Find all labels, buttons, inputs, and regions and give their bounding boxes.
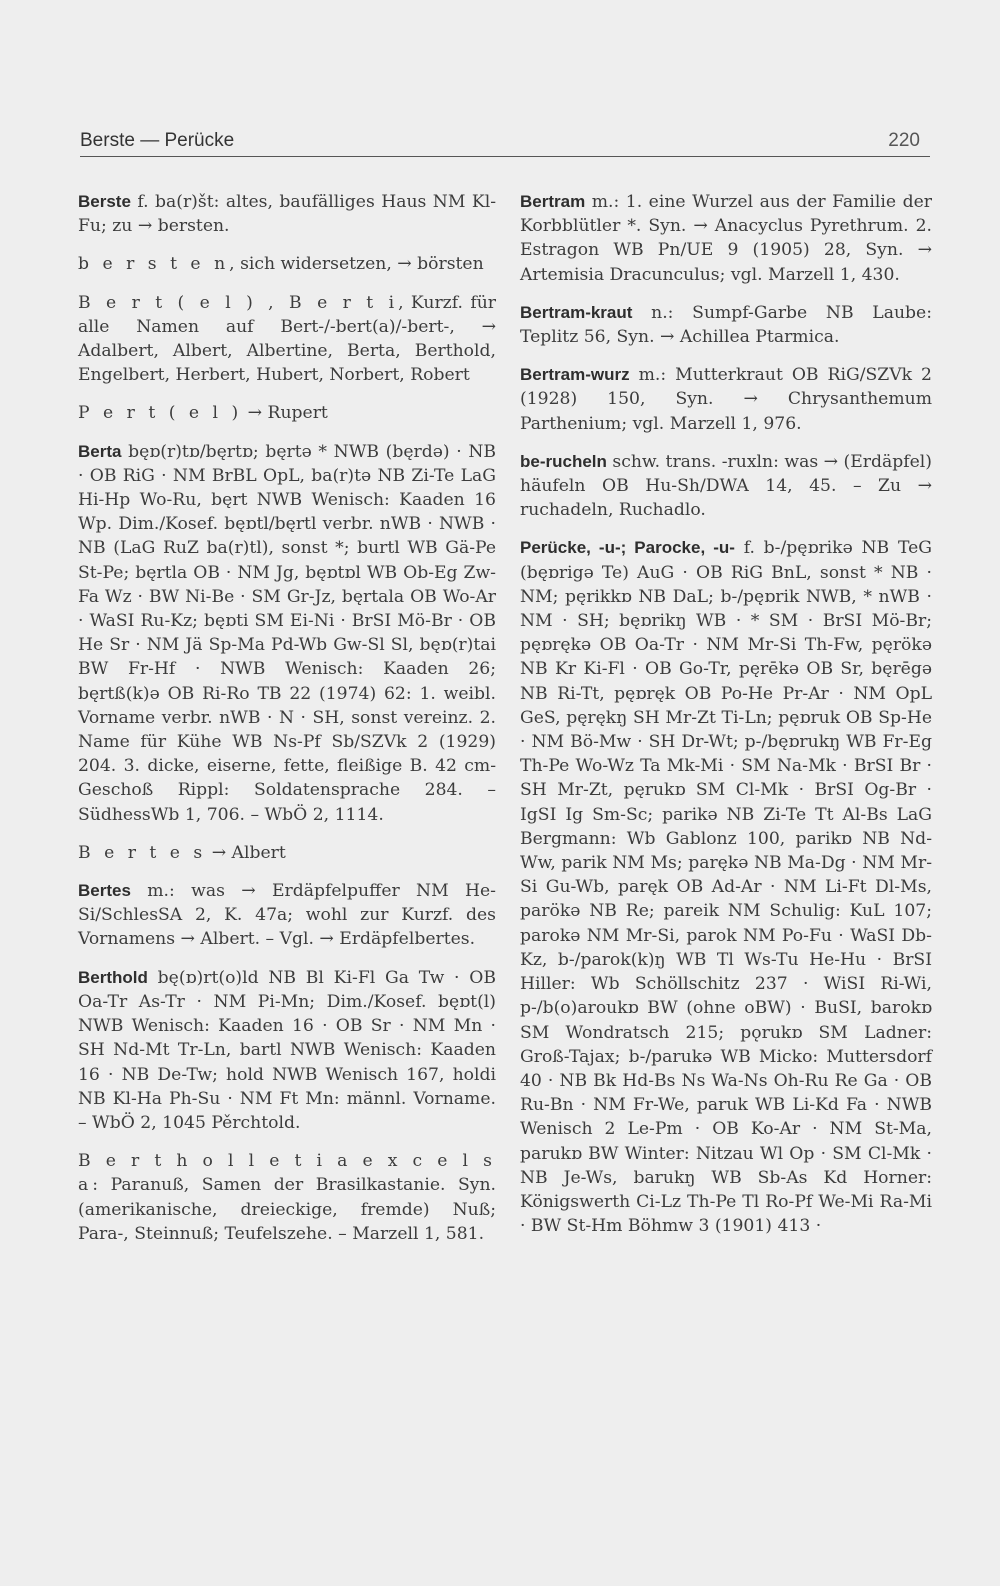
entry-berste (78, 190, 496, 238)
entry-bert (78, 291, 496, 388)
entry-berta (78, 440, 496, 827)
lemma: Berthold (78, 967, 148, 987)
entry-text: n.: Sumpf-Garbe NB Laube: Teplitz 56, Syn. → Achillea Ptarmica. (520, 302, 932, 348)
entry-bertram-kraut (520, 301, 932, 349)
entry-berthold (78, 966, 496, 1135)
entry-text: f. ba(r)št: altes, baufälliges Haus NM Kl-Fu; zu → bersten. (78, 192, 496, 237)
entry-text: , Kurzf. für alle Namen auf Bert-/-bert(a)/-bert-, → Adalbert, Albert, Albertine, Berta, Berthold, Engelbert, Herbert, Hubert, Norbert, Robert (78, 292, 496, 386)
lemma: B e r t h o l l e t i a e x c e l s a (78, 1151, 496, 1196)
entry-text: f. b-/pęɒrikə NB TeG (bęɒrigə Te) AuG · OB RiG BnL, sonst * NB · NM; pęrikkɒ NB DaL; b-/pęɒrik NWB, * nWB · NM · SH; bęɒrikŋ WB · * SM · BrSI Mö-Br; pęɒrękə OB Oa-Tr · NM Mr-Si Th-Fw, pęrökə NB Kr Ki-Fl · OB Go-Tr, pęrēkə OB Sr, bęrēgə NB Ri-Tt, pęɒręk OB Po-He Pr-Ar · NM OpL GeS, pęrękŋ SH Mr-Zt Ti-Ln; pęɒruk OB Sp-He · NM Bö-Mw · SH Dr-Wt; p-/bęɒrukŋ WB Fr-Eg Th-Pe Wo-Wz Ta Mk-Mi · SM Na-Mk · BrSI Br · SH Mr-Zt, pęrukɒ SM Cl-Mk · BrSI Og-Br · IgSI Ig Sm-Sc; parikə NB Zi-Te Tt Al-Bs LaG Bergmann: Wb Gablonz 100, parikɒ NB Nd-Ww, parik NM Ms; parękə NB Ma-Dg · NM Mr-Si Gu-Wb, paręk OB Ad-Ar · NM Li-Ft Dl-Ms, parökə NB Re; pareik NM Schulig: KuL 107; parokə NM Mr-Si, parok NM Po-Fu · WaSI Db-Kz, b-/parok(k)ŋ WB Tl Ws-Tu He-Hu · BrSI Hiller: Wb Schöllschitz 237 · WiSI Ri-Wi, p-/b(o)aroukɒ BW (ohne oBW) · BuSI, barokɒ SM Wondratsch 215; pǫrukɒ SM Ladner: Groß-Tajax; b-/parukə WB Micko: Muttersdorf 40 · NB Bk Hd-Bs Ns Wa-Ns Oh-Ru Re Ga · OB Ru-Bn · NM Fr-We, paruk WB Li-Kd Fa · NWB Wenisch 2 Le-Pm · OB Ko-Ar · NM St-Ma, parukɒ BW Winter: Nitzau Wl Op · SM Cl-Mk · NB Je-Ws, barukŋ WB Sb-As Kd Horner: Königswerth Ci-Lz Th-Pe Tl Ro-Pf We-Mi Ra-Mi · BW St-Hm Böhmw 3 (1901) 413 · (520, 538, 932, 1237)
entry-text: m.: 1. eine Wurzel aus der Familie der Korbblütler *. Syn. → Anacyclus Pyrethrum. 2. Estragon WB Pn/UE 9 (1905) 28, Syn. → Artemisia Dracunculus; vgl. Marzell 1, 430. (520, 192, 932, 285)
entry-be-rucheln (520, 450, 932, 523)
entry-text: , sich widersetzen, → börsten (229, 254, 484, 275)
entry-bersten (78, 252, 496, 276)
entry-text: bę(ɒ)rt(o)ld NB Bl Ki-Fl Ga Tw · OB Oa-Tr As-Tr · NM Pi-Mn; Dim./Kosef. bęɒt(l) NWB Wenisch: Kaaden 16 · OB Sr · NM Mn · SH Nd-Mt Tr-Ln, bartl NWB Wenisch: Kaaden 16 · NB De-Tw; hold NWB Wenisch 167, holdi NB Kl-Ha Ph-Su · NM Ft Mn: männl. Vorname. – WbÖ 2, 1045 Pěrchtold. (78, 967, 496, 1133)
entry-text: bęɒ(r)tɒ/bęrtɒ; bęrtə * NWB (bęrdə) · NB · OB RiG · NM BrBL OpL, ba(r)tə NB Zi-Te LaG Hi-Hp Wo-Ru, bęrt NWB Wenisch: Kaaden 16 Wp. Dim./Kosef. bęɒtl/bęrtl verbr. nWB · NWB · NB (LaG RuZ ba(r)tl), sonst *; burtl WB Gä-Pe St-Pe; bęrtla OB · NM Jg, bęɒtɒl WB Ob-Eg Zw-Fa Wz · BW Ni-Be · SM Gr-Jz, bęrtala OB Wo-Ar · WaSI Ru-Kz; bęɒti SM Ei-Ni · BrSI Mö-Br · OB He Sr · NM Jä Sp-Ma Pd-Wb Gw-Sl Sl, bęɒ(r)tai BW Fr-Hf · NWB Wenisch: Kaaden 26; bęrtß(k)ə OB Ri-Ro TB 22 (1974) 62: 1. weibl. Vorname verbr. nWB · N · SH, sonst vereinz. 2. Name für Kühe WB Ns-Pf Sb/SZVk 2 (1929) 204. 3. dicke, eiserne, fette, fleißige B. 42 cm-Geschoß Rippl: Soldatensprache 284. – SüdhessWb 1, 706. – WbÖ 2, 1114. (78, 441, 496, 825)
entry-text: m.: was → Erdäpfelpuffer NM He-Si/SchlesSA 2, K. 47a; wohl zur Kurzf. des Vornamens → Albert. – Vgl. → Erdäpfelbertes. (78, 881, 496, 950)
lemma: Bertram-wurz (520, 365, 630, 385)
entry-text: → Rupert (242, 403, 328, 424)
entry-text: → Albert (206, 842, 286, 863)
entry-text: m.: Mutterkraut OB RiG/SZVk 2 (1928) 150, Syn. → Chrysanthemum Parthenium; vgl. Marzell 1, 976. (520, 365, 932, 434)
entry-bertram-wurz (520, 363, 932, 436)
lemma: Bertram-kraut (520, 302, 633, 322)
left-column (78, 190, 496, 1260)
lemma: P e r t ( e l ) (78, 403, 243, 424)
entry-bertram (520, 190, 932, 287)
entry-pertel (78, 401, 496, 425)
lemma: Berta (78, 441, 122, 461)
right-column (520, 190, 932, 1252)
entry-bertes-ref (78, 841, 496, 865)
entry-bertholletia (78, 1149, 496, 1246)
lemma: Perücke, -u-; Parocke, -u- (520, 538, 735, 558)
running-head-title: Berste — Perücke (80, 130, 235, 151)
entry-text: : Paranuß, Samen der Brasilkastanie. Syn. (amerikanische, dreieckige, fremde) Nuß; Para-, Steinnuß; Teufelszehe. – Marzell 1, 581. (78, 1175, 496, 1244)
lemma: B e r t ( e l ) , B e r t i (78, 292, 399, 313)
entry-peruecke (520, 536, 932, 1238)
lemma: Bertram (520, 192, 586, 211)
lemma: B e r t e s (78, 842, 207, 863)
entry-text: schw. trans. -ruxln: was → (Erdäpfel) häufeln OB Hu-Sh/DWA 14, 45. – Zu → ruchadeln, Ruchadlo. (520, 451, 932, 521)
page-number: 220 (888, 130, 920, 151)
lemma: b e r s t e n (78, 254, 230, 275)
header-rule (80, 156, 930, 157)
lemma: be-rucheln (520, 451, 607, 471)
entry-bertes (78, 879, 496, 952)
lemma: Bertes (78, 881, 131, 901)
lemma: Berste (78, 192, 131, 211)
